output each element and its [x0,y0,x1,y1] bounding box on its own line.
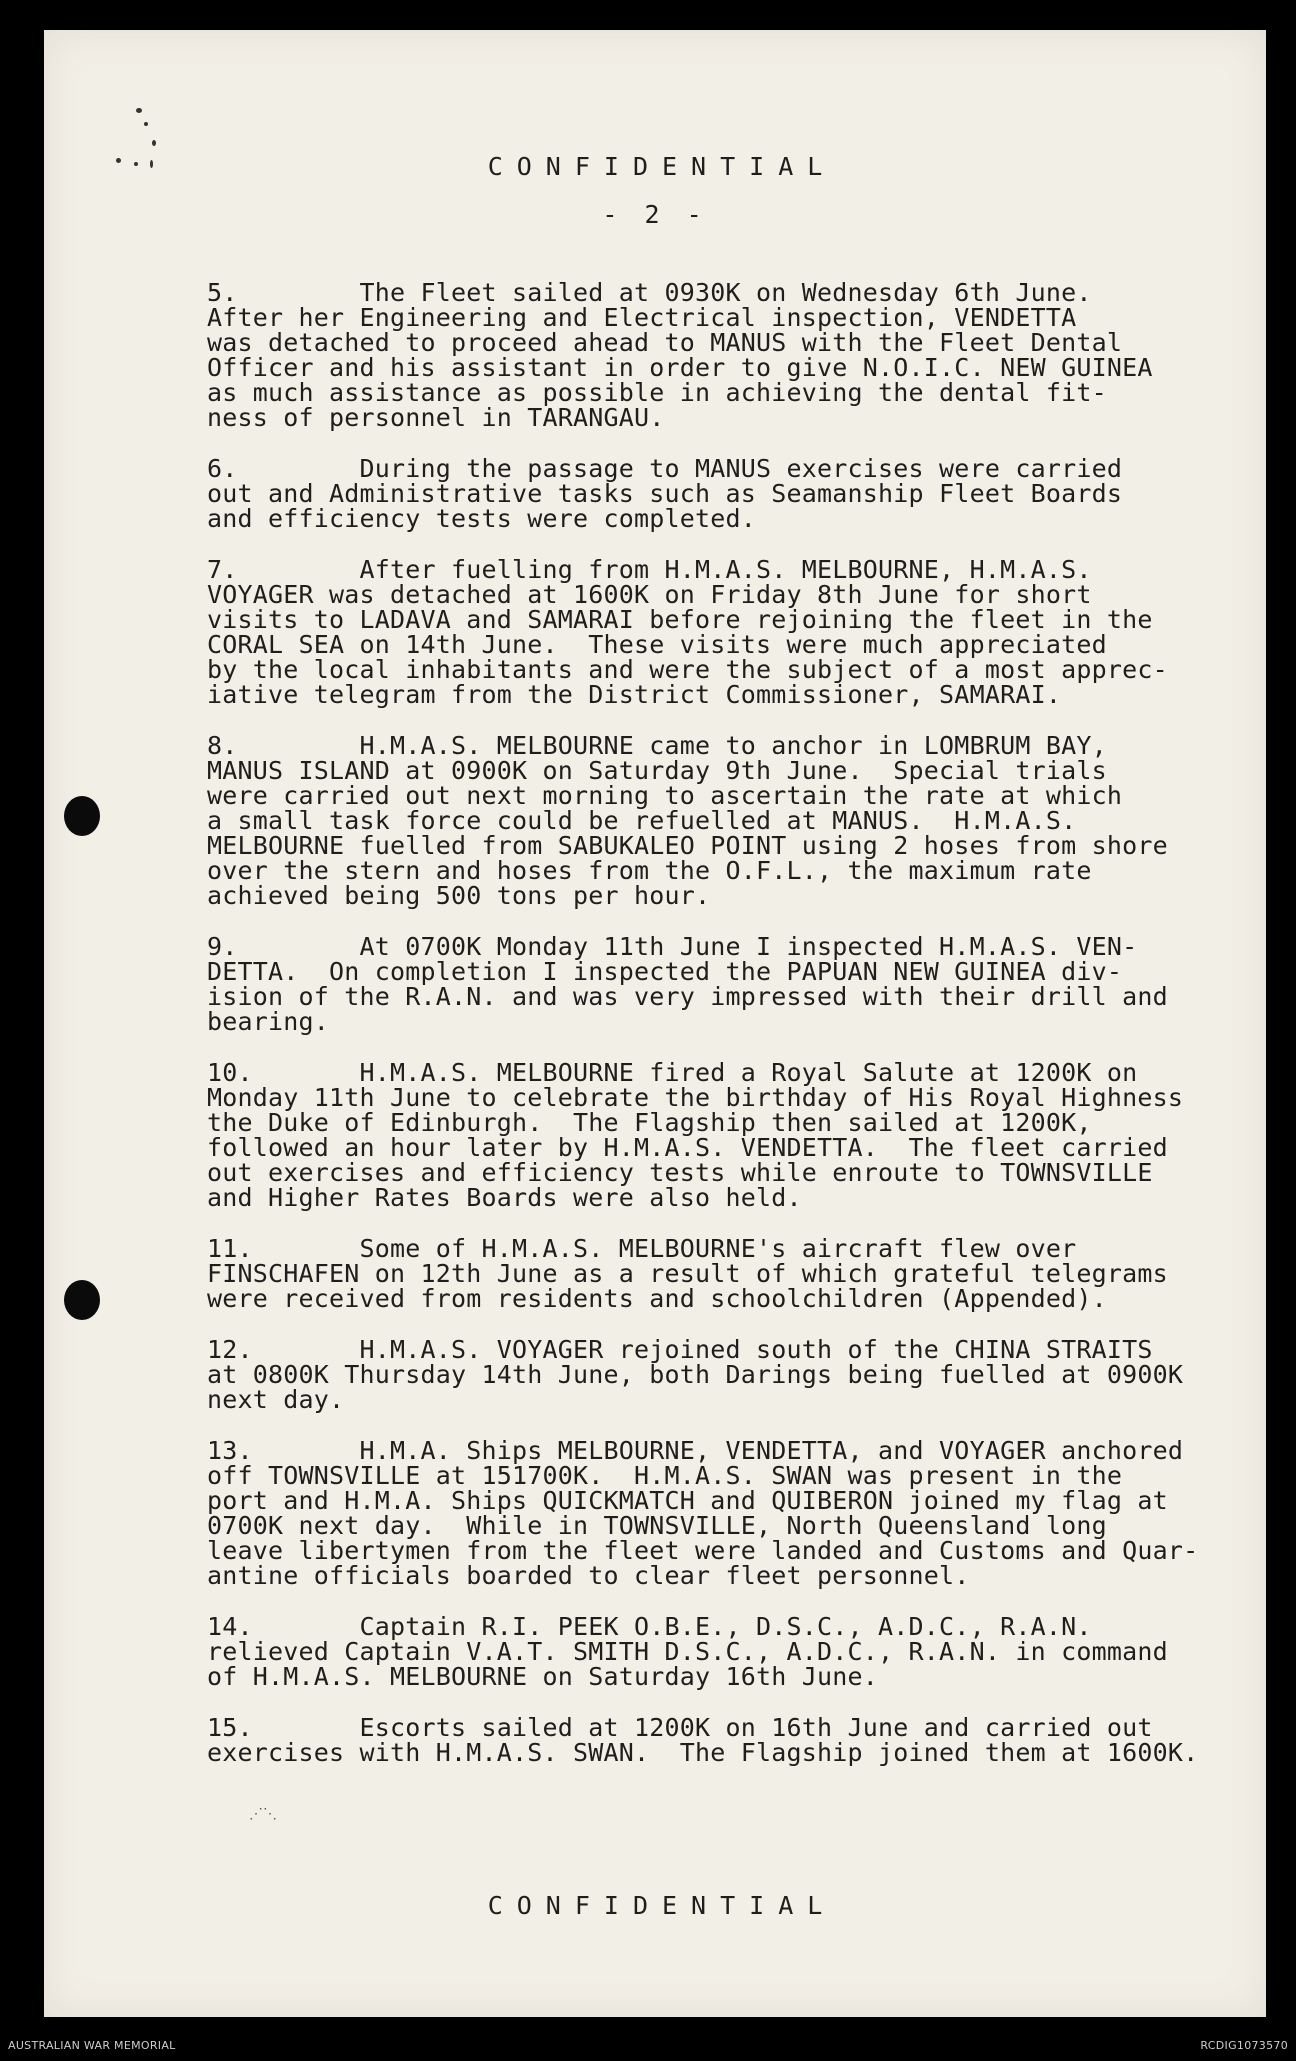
text-line: DETTA. On completion I inspected the PAPUAN NEW GUINEA div- [207,957,1123,986]
punch-hole-lower [64,1280,100,1320]
text-line: 0700K next day. While in TOWNSVILLE, North Queensland long [207,1511,1107,1540]
text-line: the Duke of Edinburgh. The Flagship then sailed at 1200K, [207,1108,1092,1137]
text-line: by the local inhabitants and were the subject of a most apprec- [207,655,1168,684]
paragraph-13 [207,1438,1227,1588]
text-line: and efficiency tests were completed. [207,504,757,533]
text-line: CORAL SEA on 14th June. These visits were much appreciated [207,630,1107,659]
paragraph-15 [207,1715,1227,1765]
paragraph-6 [207,456,1227,531]
text-line: Monday 11th June to celebrate the birthday of His Royal Highness [207,1083,1184,1112]
text-line: relieved Captain V.A.T. SMITH D.S.C., A.D.C., R.A.N. in command [207,1637,1168,1666]
text-line: iative telegram from the District Commissioner, SAMARAI. [207,680,1062,709]
ink-smudge: ⋰⋱ [249,1806,277,1822]
text-line: port and H.M.A. Ships QUICKMATCH and QUIBERON joined my flag at [207,1486,1168,1515]
text-line: 11. Some of H.M.A.S. MELBOURNE's aircraft flew over [207,1234,1077,1263]
paragraph-11 [207,1236,1227,1311]
archive-credit: AUSTRALIAN WAR MEMORIAL [8,2039,176,2052]
document-page [44,30,1266,2017]
text-line: as much assistance as possible in achieving the dental fit- [207,378,1107,407]
text-line: exercises with H.M.A.S. SWAN. The Flagship joined them at 1600K. [207,1738,1199,1767]
text-line: were carried out next morning to ascertain the rate at which [207,781,1123,810]
paragraph-5 [207,280,1227,430]
text-line: FINSCHAFEN on 12th June as a result of which grateful telegrams [207,1259,1168,1288]
text-line: After her Engineering and Electrical inspection, VENDETTA [207,303,1077,332]
text-line: at 0800K Thursday 14th June, both Darings being fuelled at 0900K [207,1360,1184,1389]
text-line: off TOWNSVILLE at 151700K. H.M.A.S. SWAN was present in the [207,1461,1123,1490]
text-line: ision of the R.A.N. and was very impressed with their drill and [207,982,1168,1011]
text-line: Officer and his assistant in order to give N.O.I.C. NEW GUINEA [207,353,1153,382]
page-number: - 2 - [602,200,708,229]
text-line: out and Administrative tasks such as Seamanship Fleet Boards [207,479,1123,508]
text-line: over the stern and hoses from the O.F.L., the maximum rate [207,856,1092,885]
text-line: bearing. [207,1007,330,1036]
text-line: 10. H.M.A.S. MELBOURNE fired a Royal Salute at 1200K on [207,1058,1138,1087]
text-line: was detached to proceed ahead to MANUS with the Fleet Dental [207,328,1123,357]
paragraph-8 [207,733,1227,908]
text-line: were received from residents and schoolchildren (Appended). [207,1284,1107,1313]
document-body [207,280,1227,1791]
paragraph-14 [207,1614,1227,1689]
header-classification: CONFIDENTIAL [487,152,837,181]
text-line: MANUS ISLAND at 0900K on Saturday 9th June. Special trials [207,756,1107,785]
paragraph-12 [207,1337,1227,1412]
text-line: followed an hour later by H.M.A.S. VENDETTA. The fleet carried [207,1133,1168,1162]
text-line: 13. H.M.A. Ships MELBOURNE, VENDETTA, and VOYAGER anchored [207,1436,1184,1465]
paragraph-7 [207,557,1227,707]
text-line: a small task force could be refuelled at MANUS. H.M.A.S. [207,806,1077,835]
text-line: achieved being 500 tons per hour. [207,881,711,910]
text-line: 15. Escorts sailed at 1200K on 16th June and carried out [207,1713,1153,1742]
text-line: 7. After fuelling from H.M.A.S. MELBOURNE, H.M.A.S. [207,555,1092,584]
text-line: leave libertymen from the fleet were landed and Customs and Quar- [207,1536,1199,1565]
text-line: 5. The Fleet sailed at 0930K on Wednesday 6th June. [207,278,1092,307]
text-line: out exercises and efficiency tests while enroute to TOWNSVILLE [207,1158,1153,1187]
archive-id: RCDIG1073570 [1200,2039,1288,2052]
text-line: next day. [207,1385,345,1414]
punch-hole-upper [64,796,100,836]
text-line: 9. At 0700K Monday 11th June I inspected H.M.A.S. VEN- [207,932,1138,961]
text-line: MELBOURNE fuelled from SABUKALEO POINT using 2 hoses from shore [207,831,1168,860]
text-line: of H.M.A.S. MELBOURNE on Saturday 16th June. [207,1662,879,1691]
text-line: VOYAGER was detached at 1600K on Friday 8th June for short [207,580,1092,609]
text-line: 14. Captain R.I. PEEK O.B.E., D.S.C., A.D.C., R.A.N. [207,1612,1092,1641]
text-line: and Higher Rates Boards were also held. [207,1183,802,1212]
footer-classification: CONFIDENTIAL [487,1891,837,1920]
paragraph-10 [207,1060,1227,1210]
text-line: 6. During the passage to MANUS exercises were carried [207,454,1123,483]
paragraph-9 [207,934,1227,1034]
text-line: 8. H.M.A.S. MELBOURNE came to anchor in LOMBRUM BAY, [207,731,1107,760]
text-line: 12. H.M.A.S. VOYAGER rejoined south of the CHINA STRAITS [207,1335,1153,1364]
text-line: ness of personnel in TARANGAU. [207,403,665,432]
text-line: visits to LADAVA and SAMARAI before rejoining the fleet in the [207,605,1153,634]
text-line: antine officials boarded to clear fleet personnel. [207,1561,970,1590]
